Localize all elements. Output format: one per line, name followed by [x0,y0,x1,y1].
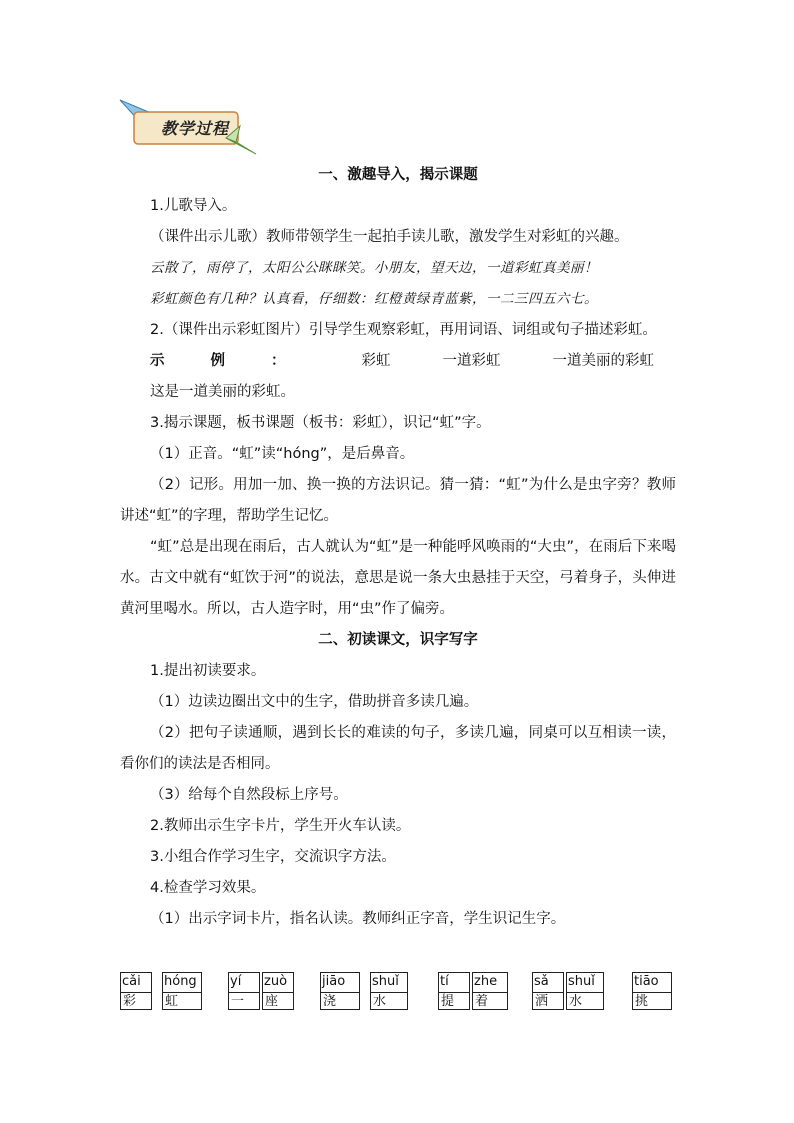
example-line [120,346,676,408]
paragraph: （2）记形。用加一加、换一换的方法识记。猜一猜：“虹”为什么是虫字旁？教师讲述“虹”的字理，帮助学生记忆。 [120,477,676,524]
paragraph: （1）边读边圈出文中的生字，借助拼音多读几遍。 [150,694,479,710]
word-card [262,972,294,1010]
word-card [162,972,202,1010]
section-heading-1: 一、激趣导入，揭示课题 [318,167,478,183]
example-item: 一道美丽的彩虹 [552,353,654,369]
poem-line: 云散了，雨停了，太阳公公眯眯笑。小朋友，望天边，一道彩虹真美丽！ [150,260,598,276]
card-pinyin: jiāo [322,974,346,989]
card-pinyin: cǎi [122,974,141,989]
card-character: 挑 [635,994,649,1009]
word-card [532,972,564,1010]
card-character: 座 [265,994,279,1009]
card-character: 浇 [323,994,337,1009]
word-card [566,972,604,1010]
word-card [370,972,408,1010]
word-card [320,972,360,1010]
card-pinyin: shuǐ [568,974,595,989]
card-pinyin: tiāo [634,974,659,989]
paragraph: 1.提出初读要求。 [150,663,266,679]
paragraph: 3.小组合作学习生字，交流识字方法。 [150,849,396,865]
card-character: 洒 [535,994,549,1009]
paragraph: 1.儿歌导入。 [150,198,237,214]
word-card [438,972,470,1010]
card-pinyin: tí [440,974,449,989]
paragraph: 3.揭示课题，板书课题（板书：彩虹），识记“虹”字。 [150,415,491,431]
word-card [472,972,508,1010]
card-character: 着 [475,994,489,1009]
card-pinyin: yí [230,974,242,989]
paragraph: “虹”总是出现在雨后，古人就认为“虹”是一种能呼风唤雨的“大虫”，在雨后下来喝水。古文中就有“虹饮于河”的说法，意思是说一条大虫悬挂于天空，弓着身子，头伸进黄河里喝水。所以，古人造字时，用“虫”作了偏旁。 [120,539,676,617]
card-pinyin: sǎ [534,974,549,989]
paragraph: （2）把句子读通顺，遇到长长的难读的句子，多读几遍，同桌可以互相读一读，看你们的读法是否相同。 [120,725,676,772]
card-character: 水 [373,994,387,1009]
card-pinyin: zhe [474,974,498,989]
word-card [632,972,672,1010]
paragraph: 4.检查学习效果。 [150,880,266,896]
card-character: 水 [569,994,583,1009]
card-character: 虹 [165,994,179,1009]
card-pinyin: shuǐ [372,974,399,989]
section-badge [118,98,258,158]
paragraph: （课件出示儿歌）教师带领学生一起拍手读儿歌，激发学生对彩虹的兴趣。 [150,229,629,245]
section-heading-2: 二、初读课文，识字写字 [318,632,478,648]
example-item: 彩虹 [361,353,391,369]
word-cards [120,972,676,1012]
paragraph: （1）出示字词卡片，指名认读。教师纠正字音，学生识记生字。 [150,911,566,927]
card-character: 彩 [123,994,137,1009]
word-card [120,972,152,1010]
word-card [228,972,260,1010]
paragraph: 2.（课件出示彩虹图片）引导学生观察彩虹，再用词语、词组或句子描述彩虹。 [150,322,657,338]
card-character: 提 [441,994,455,1009]
paragraph: 2.教师出示生字卡片，学生开火车认读。 [150,818,411,834]
lesson-content [120,160,676,935]
poem-line: 彩虹颜色有几种？认真看，仔细数：红橙黄绿青蓝紫，一二三四五六七。 [150,291,598,307]
paragraph: （3）给每个自然段标上序号。 [150,787,348,803]
card-pinyin: zuò [264,974,288,989]
card-pinyin: hóng [164,974,197,989]
example-item: 这是一道美丽的彩虹。 [150,384,295,400]
paragraph: （1）正音。“虹”读“hóng”，是后鼻音。 [150,446,415,462]
example-label: 示例： [150,353,332,369]
card-character: 一 [231,994,245,1009]
badge-title: 教学过程 [160,119,229,138]
example-item: 一道彩虹 [442,353,501,369]
